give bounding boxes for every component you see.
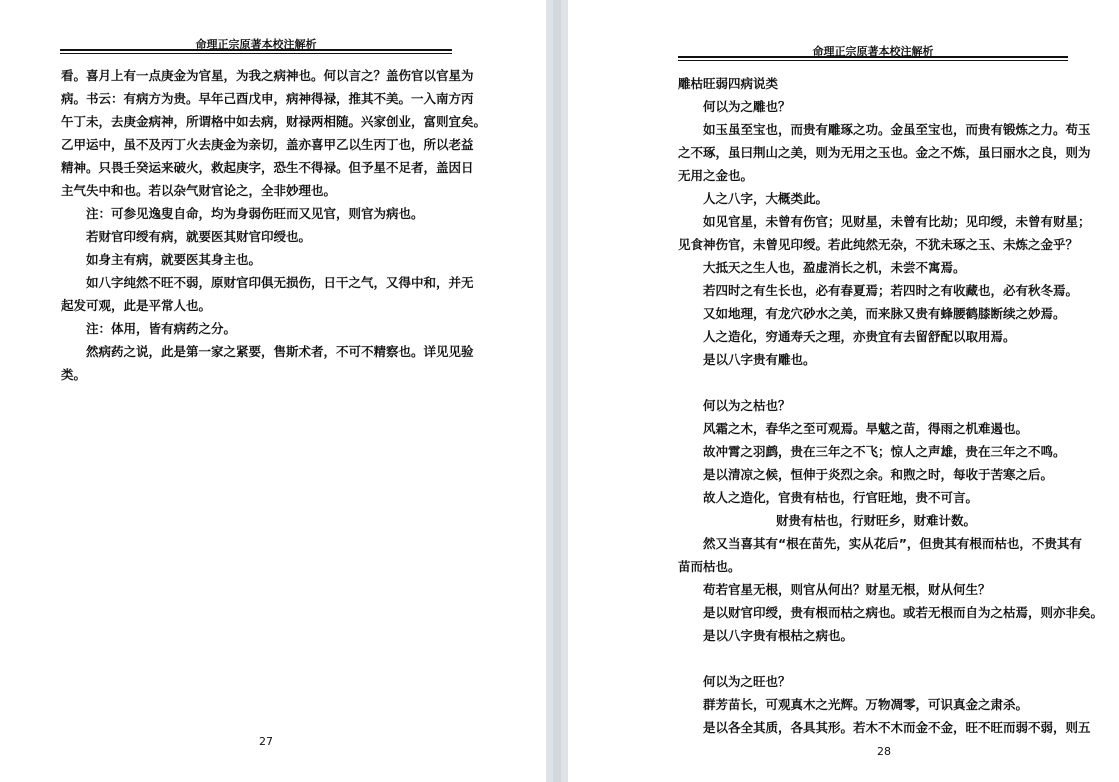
- text-line: 何以为之枯也？: [703, 398, 791, 413]
- running-header: 命理正宗原著本校注解析: [812, 45, 934, 58]
- running-header: 命理正宗原著本校注解析: [195, 38, 317, 51]
- text-line: 若财官印绶有病，就要医其财官印绶也。: [86, 229, 312, 244]
- header-rule: [60, 49, 452, 54]
- text-line: 主气失中和也。若以杂气财官论之，全非妙理也。: [61, 183, 337, 198]
- text-line: 是以八字贵有雕也。: [703, 352, 816, 367]
- text-line: 如玉虽至宝也，而贵有雕琢之功。金虽至宝也，而贵有锻炼之力。苟玉: [703, 122, 1091, 137]
- text-line: 注：可参见逸叟自命，均为身弱伤旺而又见官，则官为病也。: [86, 206, 424, 221]
- text-line: 大抵天之生人也，盈虚消长之机，未尝不寓焉。: [703, 260, 966, 275]
- text-line: 精神。只畏壬癸运来破火，救起庚字，恐生不得禄。但予星不足者，盖因日: [61, 160, 474, 175]
- text-line: 何以为之雕也？: [703, 99, 791, 114]
- page-27: [0, 0, 546, 782]
- text-line: 雕枯旺弱四病说类: [678, 76, 779, 91]
- text-line: 看。喜月上有一点庚金为官星，为我之病神也。何以言之？盖伤官以官星为: [61, 68, 474, 83]
- page-28: [568, 0, 1119, 782]
- text-line: 故冲霄之羽鹧，贵在三年之不飞；惊人之声雄，贵在三年之不鸣。: [703, 444, 1066, 459]
- text-line: 起发可观，此是平常人也。: [61, 298, 212, 313]
- text-line: 午丁未，去庚金病神，所谓格中如去病，财禄两相随。兴家创业，富则宜矣。: [61, 114, 487, 129]
- text-line: 如八字纯然不旺不弱，原财官印俱无损伤，日干之气，又得中和，并无: [86, 275, 474, 290]
- text-line: 群芳苗长，可观真木之光辉。万物凋零，可识真金之肃杀。: [703, 697, 1029, 712]
- page-number: 28: [877, 745, 891, 758]
- text-line: 人之造化，穷通寿夭之理，亦贵宜有去留舒配以取用焉。: [703, 329, 1016, 344]
- text-line: 注：体用，皆有病药之分。: [86, 321, 237, 336]
- page-number: 27: [259, 735, 273, 748]
- text-line: 然又当喜其有“根在苗先，实从花后”，但贵其有根而枯也，不贵其有: [703, 536, 1082, 551]
- text-line: 是以八字贵有根枯之病也。: [703, 628, 854, 643]
- text-line: 如身主有病，就要医其身主也。: [86, 252, 262, 267]
- text-line: 财贵有枯也，行财旺乡，财难计数。: [776, 513, 977, 528]
- text-line: 类。: [61, 367, 87, 382]
- text-line: 然病药之说，此是第一家之紧要，售斯术者，不可不精察也。详见见验: [86, 344, 474, 359]
- text-line: 无用之金也。: [678, 168, 754, 183]
- page-body-right: [678, 74, 1104, 744]
- text-line: 如见官星，未曾有伤官；见财星，未曾有比劫；见印绶，未曾有财星；: [703, 214, 1091, 229]
- page-body-left: [61, 66, 487, 666]
- text-line: 若四时之有生长也，必有春夏焉；若四时之有收藏也，必有秋冬焉。: [703, 283, 1079, 298]
- text-line: 乙甲运中，虽不及丙丁火去庚金为亲切，盖亦喜甲乙以生丙丁也，所以老益: [61, 137, 474, 152]
- text-line: 病。书云：有病方为贵。早年己酉戊申，病神得禄，推其不美。一入南方丙: [61, 91, 474, 106]
- header-rule: [678, 56, 1068, 61]
- text-line: 风霜之木，春华之至可观焉。旱魃之苗，得雨之机难遏也。: [703, 421, 1029, 436]
- text-line: 是以财官印绶，贵有根而枯之病也。或若无根而自为之枯焉，则亦非矣。: [703, 605, 1104, 620]
- text-line: 之不琢，虽曰荆山之美，则为无用之玉也。金之不炼，虽曰丽水之良，则为: [678, 145, 1091, 160]
- text-line: 苟若官星无根，则官从何出？财星无根，财从何生？: [703, 582, 991, 597]
- text-line: 又如地理，有龙穴砂水之美，而来脉又贵有蜂腰鹤膝断续之妙焉。: [703, 306, 1066, 321]
- text-line: 苗而枯也。: [678, 559, 741, 574]
- text-line: 人之八字，大概类此。: [703, 191, 829, 206]
- text-line: 是以清凉之候，恒伸于炎烈之余。和煦之时，每收于苦寒之后。: [703, 467, 1054, 482]
- text-line: 见食神伤官，未曾见印绶。若此纯然无杂，不犹未琢之玉、未炼之金乎？: [678, 237, 1079, 252]
- scrollbar[interactable]: [553, 0, 561, 782]
- text-line: 何以为之旺也？: [703, 674, 791, 689]
- text-line: 是以各全其质，各具其形。若木不木而金不金，旺不旺而弱不弱，则五: [703, 720, 1091, 735]
- text-line: 故人之造化，官贵有枯也，行官旺地，贵不可言。: [703, 490, 979, 505]
